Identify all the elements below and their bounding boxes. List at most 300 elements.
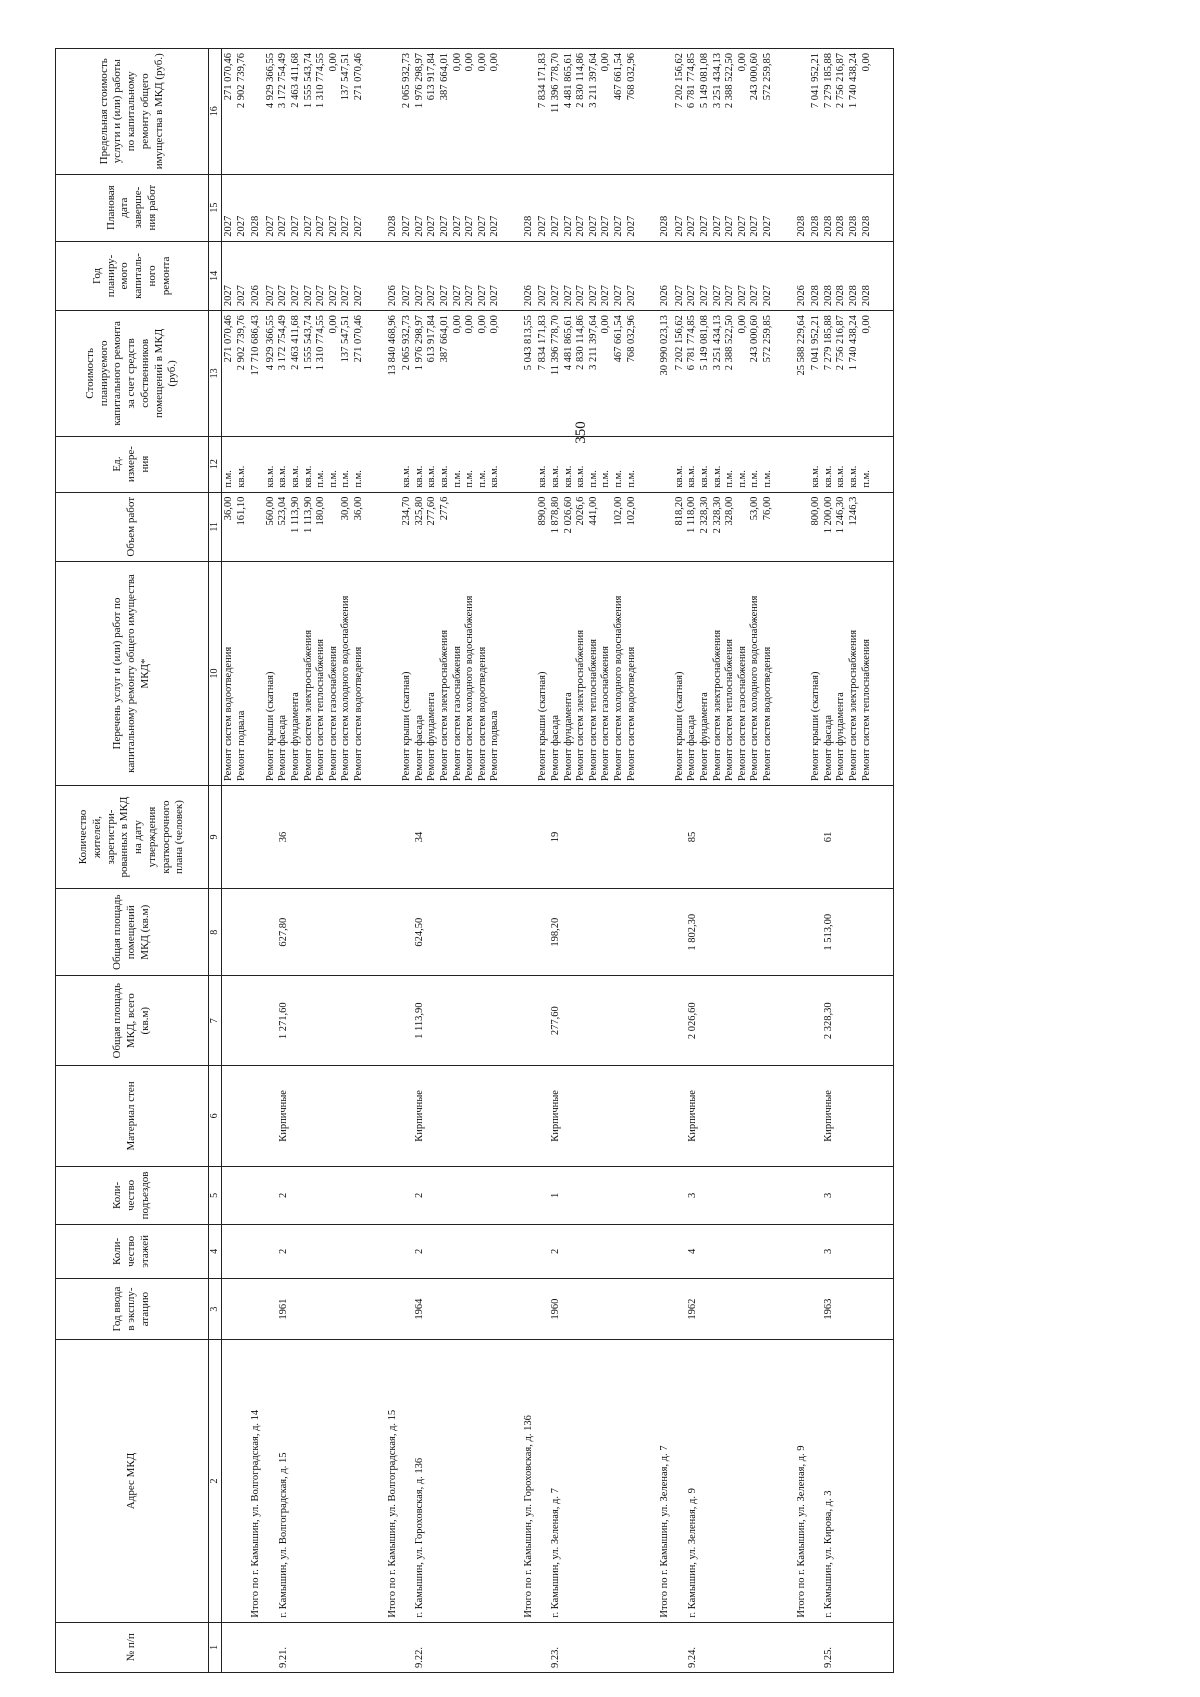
col-number: 14	[209, 241, 222, 310]
limit-cost	[386, 49, 401, 175]
work-cost-line: 0,00	[736, 315, 748, 334]
work-cost	[809, 311, 893, 436]
work-cost	[522, 311, 537, 436]
work-unit-line: кв.м.	[277, 465, 289, 488]
work-unit-line: кв.м.	[489, 465, 501, 488]
total-label: Итого по г. Камышин, ул. Зеленая, д. 7	[658, 1340, 673, 1622]
entrances-count: 2	[264, 1166, 386, 1224]
work-volume-line: 1 878,80	[550, 496, 562, 534]
repair-year-line: 2027	[550, 285, 562, 307]
repair-year	[522, 241, 537, 310]
work-volume-line: 277,60	[426, 496, 438, 526]
repair-year-line: 2027	[736, 285, 748, 307]
work-list-line: Ремонт крыши (скатная)	[537, 671, 549, 782]
work-volume-line	[477, 497, 490, 557]
repair-year-line: 2027	[223, 285, 234, 307]
work-volume-line: 76,00	[761, 496, 773, 521]
repair-year-line: 2028	[835, 285, 847, 307]
work-unit-line: кв.м.	[822, 465, 834, 488]
repair-year-line: 2027	[315, 285, 327, 307]
work-cost-line: 271 070,46	[352, 315, 364, 363]
limit-cost	[673, 49, 795, 175]
limit-cost-line: 0,00	[464, 53, 476, 72]
limit-cost-line	[387, 53, 400, 170]
repair-year-line: 2028	[810, 285, 822, 307]
finish-date	[222, 174, 250, 241]
limit-cost	[400, 49, 522, 175]
limit-cost-line: 5 149 081,08	[699, 53, 710, 109]
repair-year-line: 2027	[327, 285, 339, 307]
work-list-line: Ремонт систем электроснабжения	[847, 629, 859, 782]
total-label: Итого по г. Камышин, ул. Волгоградская, д. 15	[386, 1340, 401, 1622]
work-unit	[264, 436, 386, 492]
limit-cost-line: 2 463 411,68	[289, 53, 301, 108]
work-cost-line: 0,00	[860, 315, 872, 334]
work-cost-line: 13 840 468,96	[386, 315, 398, 376]
col-header-works: Перечень услуг и (или) работ по капитальному ремонту общего имущества МКД*	[56, 562, 209, 786]
limit-cost-line: 0,00	[736, 53, 748, 72]
work-volume-line: 102,00	[625, 496, 637, 526]
work-unit	[536, 436, 658, 492]
table-body	[222, 49, 894, 1673]
repair-year	[673, 241, 795, 310]
finish-date-line: 2027	[761, 215, 773, 237]
col-header-unit: Ед. измере-ния	[56, 436, 209, 492]
finish-date-line: 2027	[302, 215, 314, 237]
col-header-limit-cost: Предельная стоимость услуги и (или) работы по капитальному ремонту общего имущества в МКД (руб.)	[56, 49, 209, 175]
empty-cell	[522, 1066, 537, 1167]
work-volume-line	[489, 497, 502, 557]
finish-date-line: 2027	[340, 215, 352, 237]
building-address: г. Камышин, ул. Кирова, д. 3	[809, 1340, 893, 1622]
column-number-row	[209, 49, 222, 1673]
empty-cell	[658, 786, 673, 889]
repair-year-line: 2027	[600, 285, 612, 307]
empty-cell	[249, 1278, 264, 1340]
finish-date-line: 2027	[600, 215, 612, 237]
work-list	[809, 562, 893, 786]
work-list-line: Ремонт систем теплоснабжения	[724, 638, 736, 782]
work-list-line: Ремонт систем газоснабжения	[327, 646, 339, 782]
limit-cost-line: 0,00	[327, 53, 339, 72]
repair-year-line: 2027	[401, 285, 413, 307]
finish-date-line: 2027	[438, 215, 450, 237]
empty-cell	[386, 1225, 401, 1279]
limit-cost-line: 613 917,84	[426, 53, 438, 101]
finish-date-line: 2027	[277, 215, 289, 237]
limit-cost-line: 768 032,96	[625, 53, 637, 101]
finish-date	[386, 174, 401, 241]
table-row-building	[809, 49, 893, 1673]
work-volume-line: 53,00	[749, 496, 761, 521]
work-unit-line: п.м.	[464, 470, 476, 488]
col-number: 7	[209, 976, 222, 1066]
limit-cost-line: 3 172 754,49	[277, 53, 289, 109]
work-volume-line	[600, 497, 613, 557]
work-unit	[809, 436, 893, 492]
col-header-cost: Стоимость планируемого капитального ремонта за счет средств собственников помещений в МКД (руб.)	[56, 311, 209, 436]
finish-date-line: 2027	[223, 215, 234, 237]
work-cost-line: 4 929 366,55	[264, 315, 276, 371]
empty-cell	[658, 1066, 673, 1167]
limit-cost-line	[250, 53, 263, 170]
work-volume-line: 328,00	[724, 496, 736, 526]
building-address: г. Камышин, ул. Волгоградская, д. 15	[264, 1340, 386, 1622]
work-unit-line: кв.м.	[401, 465, 413, 488]
work-cost-line: 1 976 298,97	[413, 315, 425, 371]
work-list-line	[659, 566, 672, 781]
table-row-building	[400, 49, 522, 1673]
work-cost-line: 2 388 522,50	[724, 315, 736, 371]
work-unit-line: кв.м.	[810, 465, 822, 488]
finish-date-line: 2027	[451, 215, 463, 237]
work-list-line: Ремонт систем холодного водоснабжения	[464, 595, 476, 782]
col-header-repair-year: Год планиру-емого капиталь-ного ремонта	[56, 241, 209, 310]
limit-cost-line	[523, 53, 536, 170]
work-unit-line: п.м.	[724, 470, 736, 488]
work-volume-line	[387, 497, 400, 557]
work-unit-line: кв.м.	[438, 465, 450, 488]
repair-year-line: 2026	[250, 285, 262, 307]
limit-cost	[522, 49, 537, 175]
col-number: 6	[209, 1066, 222, 1167]
finish-date	[522, 174, 537, 241]
work-cost-line: 25 588 229,64	[795, 315, 807, 376]
work-list	[795, 562, 810, 786]
limit-cost-line: 2 065 932,73	[401, 53, 413, 109]
finish-date-line: 2027	[464, 215, 476, 237]
work-list-line: Ремонт крыши (скатная)	[401, 671, 413, 782]
limit-cost-line: 0,00	[451, 53, 463, 72]
empty-cell	[249, 1166, 264, 1224]
building-address: г. Камышин, ул. Зеленая, д. 9	[673, 1340, 795, 1622]
empty-cell	[658, 1278, 673, 1340]
work-volume-line: 2 026,60	[562, 496, 574, 534]
floors-count: 4	[673, 1225, 795, 1279]
repair-year-line: 2027	[340, 285, 352, 307]
work-volume-line: 161,10	[235, 496, 247, 526]
work-list-line: Ремонт систем газоснабжения	[736, 646, 748, 782]
limit-cost	[658, 49, 673, 175]
finish-date	[673, 174, 795, 241]
work-cost-line: 2 902 739,76	[235, 315, 247, 371]
work-cost-line: 1 555 543,74	[302, 315, 314, 371]
work-volume-line	[523, 497, 536, 557]
work-list-line	[387, 566, 400, 781]
work-unit-line: кв.м.	[302, 465, 314, 488]
finish-date	[658, 174, 673, 241]
finish-date-line: 2027	[235, 215, 247, 237]
work-cost-line: 7 279 185,88	[822, 315, 834, 371]
empty-cell	[522, 1166, 537, 1224]
work-list	[249, 562, 264, 786]
work-list-line: Ремонт систем водоотведения	[625, 646, 637, 782]
work-cost-line: 1 740 438,24	[847, 315, 859, 371]
work-list-line: Ремонт систем газоснабжения	[600, 646, 612, 782]
work-cost	[249, 311, 264, 436]
repair-year-line: 2027	[711, 285, 723, 307]
work-volume-line: 1 246,30	[835, 496, 847, 534]
row-number: 9.25.	[809, 1622, 893, 1672]
limit-cost	[222, 49, 250, 175]
limit-cost-line: 3 251 434,13	[711, 53, 723, 109]
empty-cell	[386, 1166, 401, 1224]
finish-date-line: 2028	[522, 215, 534, 237]
empty-cell	[249, 1066, 264, 1167]
limit-cost-line: 3 211 397,64	[587, 53, 599, 108]
finish-date-line: 2027	[401, 215, 413, 237]
repair-year-line: 2027	[352, 285, 364, 307]
entrances-count: 1	[536, 1166, 658, 1224]
work-volume-line: 1 113,90	[302, 496, 314, 533]
limit-cost-line	[659, 53, 672, 170]
work-cost	[536, 311, 658, 436]
work-list	[400, 562, 522, 786]
limit-cost-line: 2 756 216,87	[835, 53, 847, 109]
work-volume	[522, 492, 537, 561]
repair-year-line: 2027	[264, 285, 276, 307]
premises-area: 624,50	[400, 889, 522, 976]
repair-year-line: 2027	[575, 285, 587, 307]
limit-cost-line: 137 547,51	[340, 53, 352, 101]
work-cost-line: 0,00	[489, 315, 501, 334]
row-number: 9.21.	[264, 1622, 386, 1672]
work-cost-line: 768 032,96	[625, 315, 637, 363]
work-cost-line: 0,00	[600, 315, 612, 334]
work-unit	[222, 436, 250, 492]
empty-cell	[222, 1225, 250, 1279]
row-number	[522, 1622, 537, 1672]
row-number	[795, 1622, 810, 1672]
work-cost-line: 2 463 411,68	[289, 315, 301, 370]
table-row-total	[795, 49, 810, 1673]
empty-cell	[386, 1066, 401, 1167]
repair-year-line: 2027	[302, 285, 314, 307]
work-volume-line: 1246,3	[847, 496, 859, 526]
limit-cost	[536, 49, 658, 175]
finish-date-line: 2027	[550, 215, 562, 237]
work-cost-line: 0,00	[327, 315, 339, 334]
limit-cost-line: 243 000,60	[749, 53, 761, 101]
col-header-premises-area: Общая площадь помещений МКД (кв.м)	[56, 889, 209, 976]
work-list-line: Ремонт систем теплоснабжения	[860, 638, 872, 782]
repair-year-line: 2027	[724, 285, 736, 307]
page-number: 350	[572, 421, 589, 444]
total-area: 2 026,60	[673, 976, 795, 1066]
work-list	[536, 562, 658, 786]
work-list-line: Ремонт систем водоотведения	[352, 646, 364, 782]
work-list	[264, 562, 386, 786]
work-unit	[795, 436, 810, 492]
work-cost-line: 3 211 397,64	[587, 315, 599, 370]
finish-date-line: 2028	[795, 215, 807, 237]
col-header-entrances: Коли-чество подъездов	[56, 1166, 209, 1224]
work-list-line: Ремонт систем водоотведения	[223, 646, 234, 782]
work-unit-line: п.м.	[340, 470, 352, 488]
empty-cell	[386, 976, 401, 1066]
work-cost-line: 6 781 774,85	[686, 315, 698, 371]
finish-date	[249, 174, 264, 241]
work-list-line: Ремонт систем водоотведения	[761, 646, 773, 782]
row-number	[386, 1622, 401, 1672]
repair-year-line: 2027	[673, 285, 685, 307]
work-volume-line	[452, 497, 465, 557]
work-volume	[264, 492, 386, 561]
work-volume	[673, 492, 795, 561]
finish-date-line: 2027	[625, 215, 637, 237]
finish-date-line: 2028	[386, 215, 398, 237]
work-list-line: Ремонт систем холодного водоснабжения	[749, 595, 761, 782]
work-unit	[522, 436, 537, 492]
work-volume-line: 523,04	[277, 496, 289, 526]
limit-cost-line: 0,00	[489, 53, 501, 72]
work-unit-line: кв.м.	[562, 465, 574, 488]
work-volume-line: 1 113,90	[289, 496, 301, 533]
finish-date-line: 2027	[699, 215, 710, 237]
col-number: 11	[209, 492, 222, 561]
empty-cell	[522, 976, 537, 1066]
work-volume	[809, 492, 893, 561]
building-address: г. Камышин, ул. Зеленая, д. 7	[536, 1340, 658, 1622]
limit-cost-line: 7 202 156,62	[673, 53, 685, 109]
finish-date-line: 2028	[822, 215, 834, 237]
entrances-count: 2	[400, 1166, 522, 1224]
repair-year-line: 2028	[860, 285, 872, 307]
empty-cell	[249, 976, 264, 1066]
col-number: 15	[209, 174, 222, 241]
premises-area: 1 513,00	[809, 889, 893, 976]
row-number	[222, 1622, 250, 1672]
limit-cost-line: 0,00	[476, 53, 488, 72]
empty-cell	[658, 1166, 673, 1224]
empty-cell	[222, 1278, 250, 1340]
work-list-line: Ремонт крыши (скатная)	[810, 671, 822, 782]
repair-year-line: 2027	[235, 285, 247, 307]
work-unit-line: кв.м.	[711, 465, 723, 488]
limit-cost-line: 2 388 522,50	[724, 53, 736, 109]
col-header-volume: Объем работ	[56, 492, 209, 561]
work-cost-line: 11 396 778,70	[550, 315, 562, 376]
empty-cell	[658, 889, 673, 976]
repair-year-line: 2027	[476, 285, 488, 307]
total-area: 277,60	[536, 976, 658, 1066]
finish-date-line: 2027	[587, 215, 599, 237]
table-row-total	[249, 49, 264, 1673]
repair-year-line: 2027	[613, 285, 625, 307]
work-list-line: Ремонт фасада	[413, 715, 425, 782]
work-list-line: Ремонт систем теплоснабжения	[315, 638, 327, 782]
work-volume-line: 2026,6	[575, 496, 587, 526]
row-number: 9.22.	[400, 1622, 522, 1672]
floors-count: 2	[400, 1225, 522, 1279]
finish-date-line: 2027	[686, 215, 698, 237]
work-unit-line: кв.м.	[575, 465, 587, 488]
finish-date-line: 2028	[659, 215, 671, 237]
work-unit-line: п.м.	[625, 470, 637, 488]
finish-date-line: 2027	[613, 215, 625, 237]
work-cost-line: 0,00	[476, 315, 488, 334]
repair-year-line: 2027	[537, 285, 549, 307]
wall-material: Кирпичные	[536, 1066, 658, 1167]
col-number: 13	[209, 311, 222, 436]
wall-material: Кирпичные	[400, 1066, 522, 1167]
work-unit-line: п.м.	[860, 470, 872, 488]
work-list-line: Ремонт систем электроснабжения	[575, 629, 587, 782]
work-unit-line	[250, 441, 263, 488]
repair-year-line: 2028	[847, 285, 859, 307]
repair-year-line: 2027	[587, 285, 599, 307]
work-cost-line: 137 547,51	[340, 315, 352, 363]
commission-year: 1962	[673, 1278, 795, 1340]
empty-cell	[795, 1225, 810, 1279]
table-row-total	[658, 49, 673, 1673]
repair-year-line: 2026	[659, 285, 671, 307]
work-list-line: Ремонт систем газоснабжения	[451, 646, 463, 782]
entrances-count: 3	[809, 1166, 893, 1224]
col-header-num: № п/п	[56, 1622, 209, 1672]
residents-count: 61	[809, 786, 893, 889]
work-list-line: Ремонт систем холодного водоснабжения	[340, 595, 352, 782]
work-unit	[673, 436, 795, 492]
work-list-line: Ремонт фасада	[822, 715, 834, 782]
limit-cost-line: 572 259,85	[761, 53, 773, 101]
finish-date-line: 2027	[327, 215, 339, 237]
work-volume-line: 1 118,00	[686, 496, 698, 533]
repair-year	[536, 241, 658, 310]
empty-cell	[658, 976, 673, 1066]
work-volume-line: 800,00	[810, 496, 822, 526]
table-row-building	[536, 49, 658, 1673]
work-unit-line	[796, 441, 809, 488]
repair-year	[809, 241, 893, 310]
work-cost-line: 7 041 952,21	[810, 315, 822, 371]
work-volume	[222, 492, 250, 561]
repair-year-line: 2027	[749, 285, 761, 307]
limit-cost-line: 271 070,46	[352, 53, 364, 101]
work-unit-line: кв.м.	[550, 465, 562, 488]
work-volume-line	[250, 497, 263, 557]
work-cost-line: 5 043 813,55	[522, 315, 534, 371]
work-volume-line: 1 200,00	[822, 496, 834, 534]
repair-year-line: 2027	[562, 285, 574, 307]
repair-year	[795, 241, 810, 310]
finish-date-line: 2027	[724, 215, 736, 237]
table-row-total	[222, 49, 250, 1673]
table-row-total	[522, 49, 537, 1673]
work-unit-line	[387, 441, 400, 488]
entrances-count: 3	[673, 1166, 795, 1224]
finish-date-line: 2027	[537, 215, 549, 237]
work-unit-line: п.м.	[761, 470, 773, 488]
work-cost	[400, 311, 522, 436]
work-volume-line: 890,00	[537, 496, 549, 526]
repair-year-line: 2027	[426, 285, 438, 307]
work-unit	[249, 436, 264, 492]
work-cost-line: 7 834 171,83	[537, 315, 549, 371]
work-volume-line: 180,00	[315, 496, 327, 526]
work-unit-line: п.м.	[600, 470, 612, 488]
empty-cell	[795, 1066, 810, 1167]
repair-year-line: 2028	[822, 285, 834, 307]
limit-cost-line: 7 279 185,88	[822, 53, 834, 109]
finish-date	[400, 174, 522, 241]
finish-date-line: 2028	[860, 215, 872, 237]
work-unit-line: п.м.	[223, 470, 234, 488]
work-cost-line: 271 070,46	[223, 315, 234, 363]
finish-date-line: 2027	[749, 215, 761, 237]
work-volume-line: 30,00	[340, 496, 352, 521]
residents-count: 19	[536, 786, 658, 889]
